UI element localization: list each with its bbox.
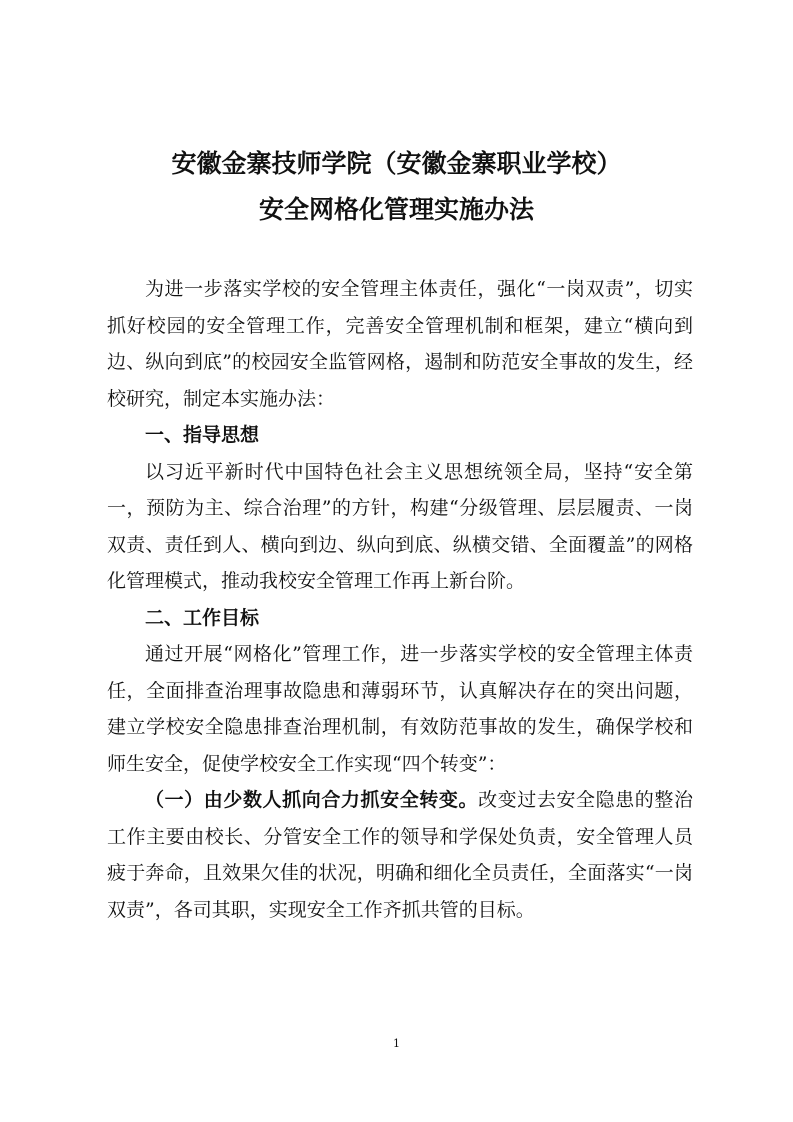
intro-paragraph: 为进一步落实学校的安全管理主体责任，强化“一岗双责”，切实抓好校园的安全管理工作，完善安全管理机制和框架，建立“横向到边、纵向到底”的校园安全监管网格，遏制和防范安全事故的发生，经校研究，制定本实施办法： <box>107 278 693 410</box>
list-item-1 <box>107 782 693 928</box>
section-heading-work-goals: 二、工作目标 <box>145 606 260 629</box>
section-heading-guiding-ideology: 一、指导思想 <box>145 424 260 446</box>
page-number: 1 <box>393 1037 400 1050</box>
document-title-line-1: 安徽金寨技师学院（安徽金寨职业学校） <box>171 149 622 178</box>
section-paragraph-guiding-ideology: 以习近平新时代中国特色社会主义思想统领全局，坚持“安全第一，预防为主、综合治理”的方针，构建“分级管理、层层履责、一岗双责、责任到人、横向到边、纵向到底、纵横交错、全面覆盖”的网格化管理模式，推动我校安全管理工作再上新台阶。 <box>107 460 693 592</box>
section-paragraph-work-goals: 通过开展“网格化”管理工作，进一步落实学校的安全管理主体责任，全面排查治理事故隐患和薄弱环节，认真解决存在的突出问题，建立学校安全隐患排查治理机制，有效防范事故的发生，确保学校和师生安全，促使学校安全工作实现“四个转变”： <box>107 643 693 775</box>
document-title-line-2: 安全网格化管理实施办法 <box>258 195 534 224</box>
document-body <box>107 271 693 928</box>
list-item-1-text: 改变过去安全隐患的整治工作主要由校长、分管安全工作的领导和学保处负责，安全管理人员疲于奔命，且效果欠佳的状况，明确和细化全员责任，全面落实“一岗双责”，各司其职，实现安全工作齐抓共管的目标。 <box>107 789 693 921</box>
list-item-1-lead: （一）由少数人抓向合力抓安全转变。 <box>145 789 479 811</box>
